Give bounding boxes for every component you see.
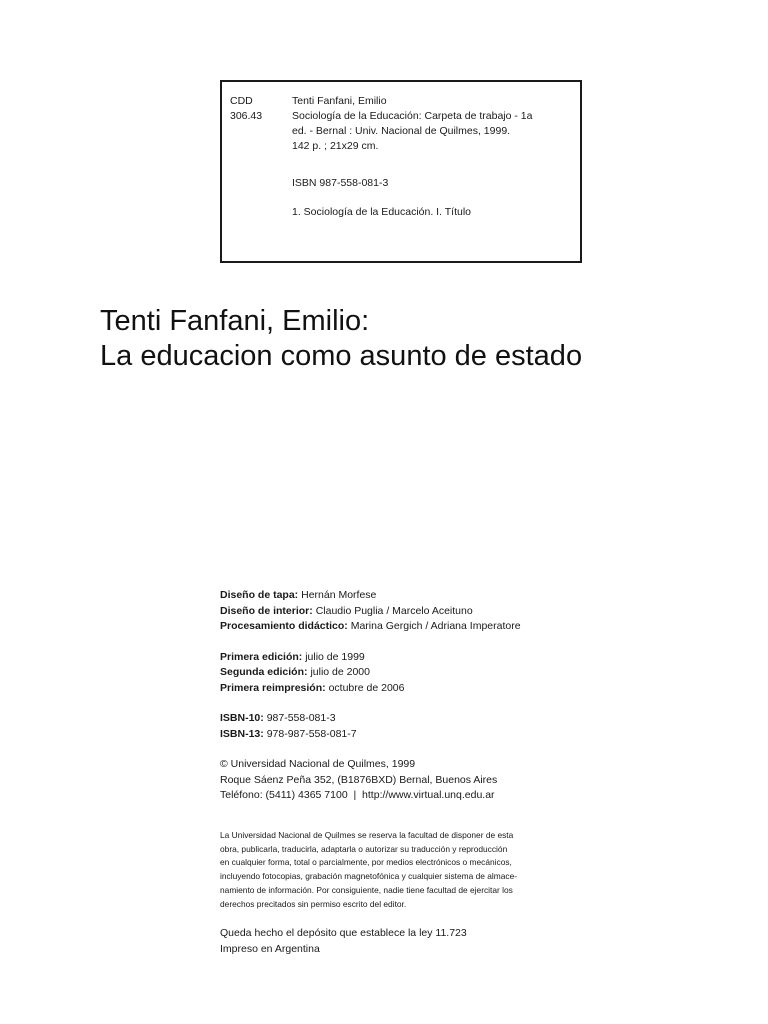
edition-value: julio de 2000 — [310, 666, 370, 678]
edition-value: octubre de 2006 — [328, 681, 405, 694]
credit-label: Procesamiento didáctico: — [220, 620, 348, 632]
copyright-line: © Universidad Nacional de Quilmes, 1999 — [220, 758, 416, 770]
contact-line: Teléfono: (5411) 4365 7100 | http://www.virtual.unq.edu.ar — [220, 789, 495, 801]
printed-in: Impreso en Argentina — [220, 943, 320, 955]
isbn-row — [220, 711, 590, 727]
catalog-isbn: ISBN 987-558-081-3 — [292, 177, 389, 189]
isbn-label: ISBN-10: — [220, 712, 264, 724]
catalog-line: Tenti Fanfani, Emilio — [292, 95, 387, 107]
isbn-label: ISBN-13: — [220, 727, 264, 740]
isbn-value: 978-987-558-081-7 — [266, 727, 357, 740]
title-author: Tenti Fanfani, Emilio: — [100, 305, 370, 337]
edition-label: Primera edición: — [220, 650, 303, 663]
catalog-cdd — [230, 94, 280, 124]
cdd-label: CDD — [230, 95, 253, 107]
page-title — [100, 304, 582, 374]
catalog-line: Sociología de la Educación: Carpeta de trabajo - 1a — [292, 110, 533, 122]
catalog-line: 142 p. ; 21x29 cm. — [292, 140, 379, 152]
isbn-value: 987-558-081-3 — [266, 712, 336, 724]
credits-block — [220, 588, 590, 804]
catalog-line: ed. - Bernal : Univ. Nacional de Quilmes, 1999. — [292, 125, 511, 137]
edition-row — [220, 665, 590, 681]
edition-label: Segunda edición: — [220, 666, 308, 678]
credit-row — [220, 604, 590, 620]
legal-line: en cualquier forma, total o parcialmente, por medios electrónicos o mecánicos, — [220, 857, 512, 868]
legal-notice — [220, 829, 590, 911]
address-line: Roque Sáenz Peña 352, (B1876BXD) Bernal, Buenos Aires — [220, 773, 498, 786]
credit-row — [220, 588, 590, 604]
edition-label: Primera reimpresión: — [220, 681, 326, 694]
legal-line: La Universidad Nacional de Quilmes se reserva la facultad de disponer de esta — [220, 830, 514, 840]
title-work: La educacion como asunto de estado — [100, 340, 583, 372]
cdd-number: 306.43 — [230, 110, 263, 122]
credit-value: Claudio Puglia / Marcelo Aceituno — [315, 604, 473, 617]
legal-line: incluyendo fotocopias, grabación magnetofónica y cualquier sistema de almace- — [220, 871, 518, 882]
deposit-law: Queda hecho el depósito que establece la ley 11.723 — [220, 927, 467, 939]
isbn-row — [220, 727, 590, 743]
credit-value: Hernán Morfese — [301, 589, 377, 601]
deposit-notice — [220, 925, 590, 957]
credit-value: Marina Gergich / Adriana Imperatore — [350, 620, 521, 632]
credit-label: Diseño de interior: — [220, 604, 313, 617]
legal-line: obra, publicarla, traducirla, adaptarla o autorizar su traducción y reproducción — [220, 843, 508, 854]
legal-line: namiento de información. Por consiguiente, nadie tiene facultad de ejercitar los — [220, 884, 513, 895]
catalog-entry — [292, 94, 577, 220]
credit-label: Diseño de tapa: — [220, 589, 299, 601]
edition-row — [220, 681, 590, 697]
edition-row — [220, 650, 590, 666]
catalog-card — [220, 80, 582, 263]
edition-value: julio de 1999 — [305, 650, 365, 663]
credit-row — [220, 619, 590, 635]
catalog-subjects: 1. Sociología de la Educación. I. Título — [292, 206, 472, 218]
legal-line: derechos precitados sin permiso escrito del editor. — [220, 898, 407, 909]
